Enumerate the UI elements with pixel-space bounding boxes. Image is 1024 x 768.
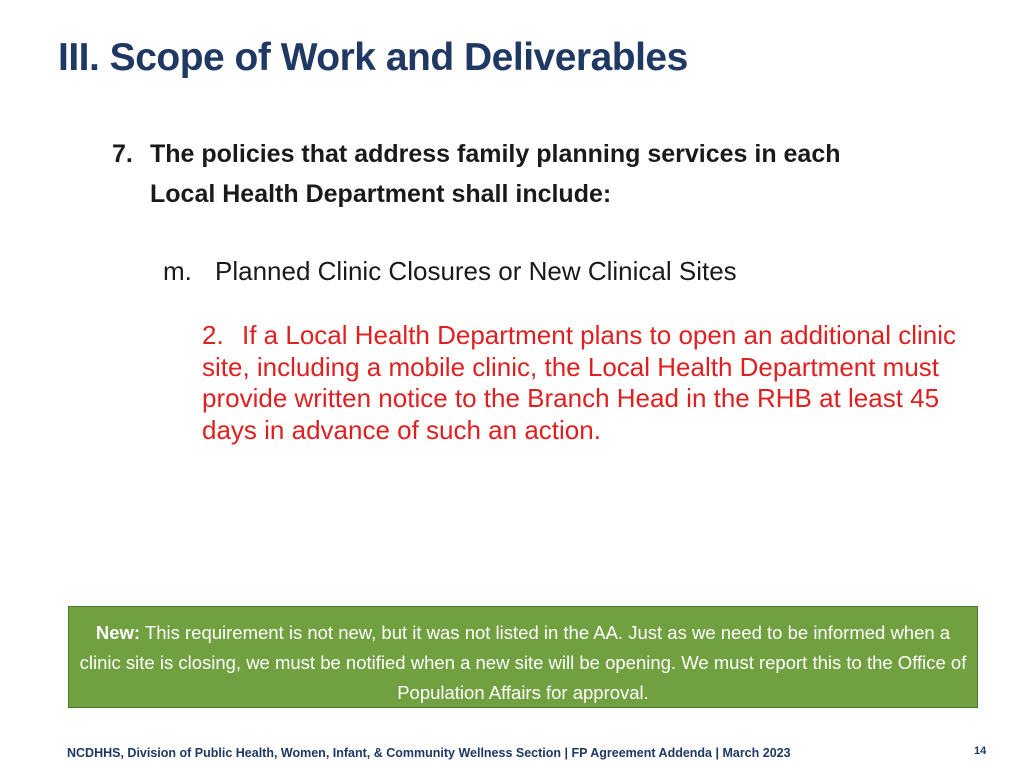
- footer-text: NCDHHS, Division of Public Health, Women, Infant, & Community Wellness Section | FP Agreement Addenda | March 2023: [67, 746, 791, 760]
- requirement-point-2: [202, 320, 962, 446]
- slide-title: III. Scope of Work and Deliverables: [58, 36, 688, 79]
- subitem-m: [163, 256, 737, 287]
- note-text: This requirement is not new, but it was not listed in the AA. Just as we need to be informed when a clinic site is closing, we must be notified when a new site will be opening. We must report this to the Office of Population Affairs for approval.: [79, 622, 967, 703]
- new-note-box: [68, 606, 978, 708]
- subitem-letter: m.: [163, 256, 192, 286]
- subitem-text: Planned Clinic Closures or New Clinical Sites: [215, 256, 737, 286]
- list-item-7: [112, 134, 870, 214]
- note-label: New:: [95, 622, 141, 643]
- point-text: If a Local Health Department plans to open an additional clinic site, including a mobile clinic, the Local Health Department must provide written notice to the Branch Head in the RHB at least 45 days in advance of such an action.: [202, 320, 956, 445]
- point-number: 2.: [202, 320, 224, 350]
- list-item-number: 7.: [112, 140, 133, 168]
- page-number: 14: [974, 745, 987, 757]
- list-item-text: The policies that address family planning services in each Local Health Department shall include:: [150, 140, 841, 208]
